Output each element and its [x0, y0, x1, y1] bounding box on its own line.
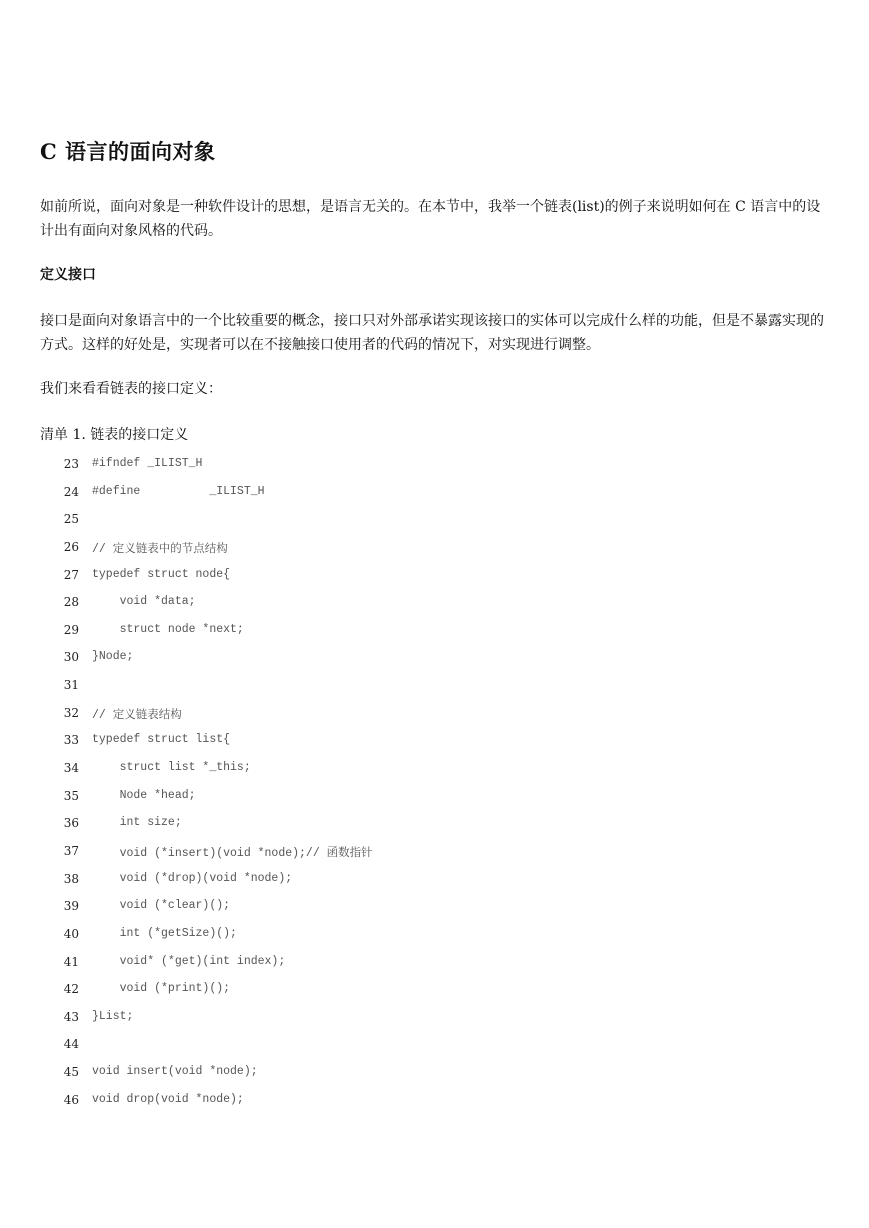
listing-caption: 清单 1. 链表的接口定义	[40, 427, 189, 443]
code-line	[0, 1004, 869, 1032]
code-text: void *data;	[92, 595, 196, 609]
code-text: void (*insert)(void *node);// 函数指针	[92, 846, 373, 860]
line-number: 36	[63, 816, 79, 831]
line-number: 35	[63, 788, 79, 803]
line-number: 44	[63, 1037, 79, 1052]
line-number: 29	[63, 622, 79, 637]
code-line	[0, 451, 869, 479]
code-line	[0, 700, 869, 728]
interface-paragraph: 接口是面向对象语言中的一个比较重要的概念，接口只对外部承诺实现该接口的实体可以完成什么样的功能，但是不暴露实现的方式。这样的好处是，实现者可以在不接触接口使用者的代码的情况下，对实现进行调整。	[40, 313, 824, 353]
code-text: typedef struct node{	[92, 567, 231, 581]
line-number: 30	[63, 650, 79, 665]
line-number: 24	[63, 484, 79, 499]
code-text: void (*drop)(void *node);	[92, 871, 293, 885]
line-number: 37	[63, 843, 79, 858]
code-line	[0, 617, 869, 645]
code-line	[0, 506, 869, 534]
code-text: typedef struct list{	[92, 733, 231, 747]
code-text: }List;	[92, 1009, 134, 1023]
code-text: }Node;	[92, 650, 134, 664]
code-text: void* (*get)(int index);	[92, 954, 286, 968]
code-text: void (*print)();	[92, 982, 231, 996]
code-text: // 定义链表结构	[92, 708, 182, 722]
line-number: 38	[63, 871, 79, 886]
code-line	[0, 644, 869, 672]
line-number: 32	[63, 705, 79, 720]
code-text: Node *head;	[92, 788, 196, 802]
page-title: C 语言的面向对象	[40, 139, 216, 164]
line-number: 33	[63, 733, 79, 748]
line-number: 41	[63, 954, 79, 969]
line-number: 45	[63, 1065, 79, 1080]
line-number: 34	[63, 761, 79, 776]
code-line	[0, 562, 869, 590]
line-number: 23	[63, 457, 79, 471]
line-number: 26	[63, 539, 79, 554]
code-text: #define _ILIST_H	[92, 484, 265, 498]
code-line	[0, 479, 869, 507]
code-text: void insert(void *node);	[92, 1065, 258, 1079]
code-line	[0, 534, 869, 562]
section-heading: 定义接口	[40, 267, 96, 283]
code-text: void drop(void *node);	[92, 1092, 244, 1106]
code-line	[0, 755, 869, 783]
code-line	[0, 1031, 869, 1059]
code-line	[0, 1059, 869, 1087]
code-line	[0, 672, 869, 700]
code-line	[0, 838, 869, 866]
code-text: void (*clear)();	[92, 899, 231, 913]
code-line	[0, 921, 869, 949]
line-number: 39	[63, 899, 79, 914]
line-number: 31	[63, 678, 79, 693]
lead-in-paragraph: 我们来看看链表的接口定义：	[40, 381, 222, 397]
code-text: struct node *next;	[92, 622, 244, 636]
line-number: 42	[63, 982, 79, 997]
code-text: #ifndef _ILIST_H	[92, 457, 203, 470]
intro-paragraph: 如前所说，面向对象是一种软件设计的思想，是语言无关的。在本节中，我举一个链表(list)的例子来说明如何在 C 语言中的设计出有面向对象风格的代码。	[40, 199, 821, 239]
code-text: int (*getSize)();	[92, 926, 237, 940]
code-text: int size;	[92, 816, 182, 830]
code-line	[0, 1087, 869, 1115]
code-text: // 定义链表中的节点结构	[92, 542, 228, 556]
code-line	[0, 893, 869, 921]
code-line	[0, 866, 869, 894]
code-line	[0, 949, 869, 977]
line-number: 43	[63, 1009, 79, 1024]
line-number: 40	[63, 926, 79, 941]
code-text: struct list *_this;	[92, 761, 251, 775]
line-number: 46	[63, 1092, 79, 1107]
line-number: 28	[63, 595, 79, 610]
code-line	[0, 976, 869, 1004]
code-line	[0, 727, 869, 755]
code-line	[0, 589, 869, 617]
line-number: 27	[63, 567, 79, 582]
code-listing	[0, 451, 869, 1114]
code-line	[0, 783, 869, 811]
line-number: 25	[63, 512, 79, 527]
code-line	[0, 810, 869, 838]
